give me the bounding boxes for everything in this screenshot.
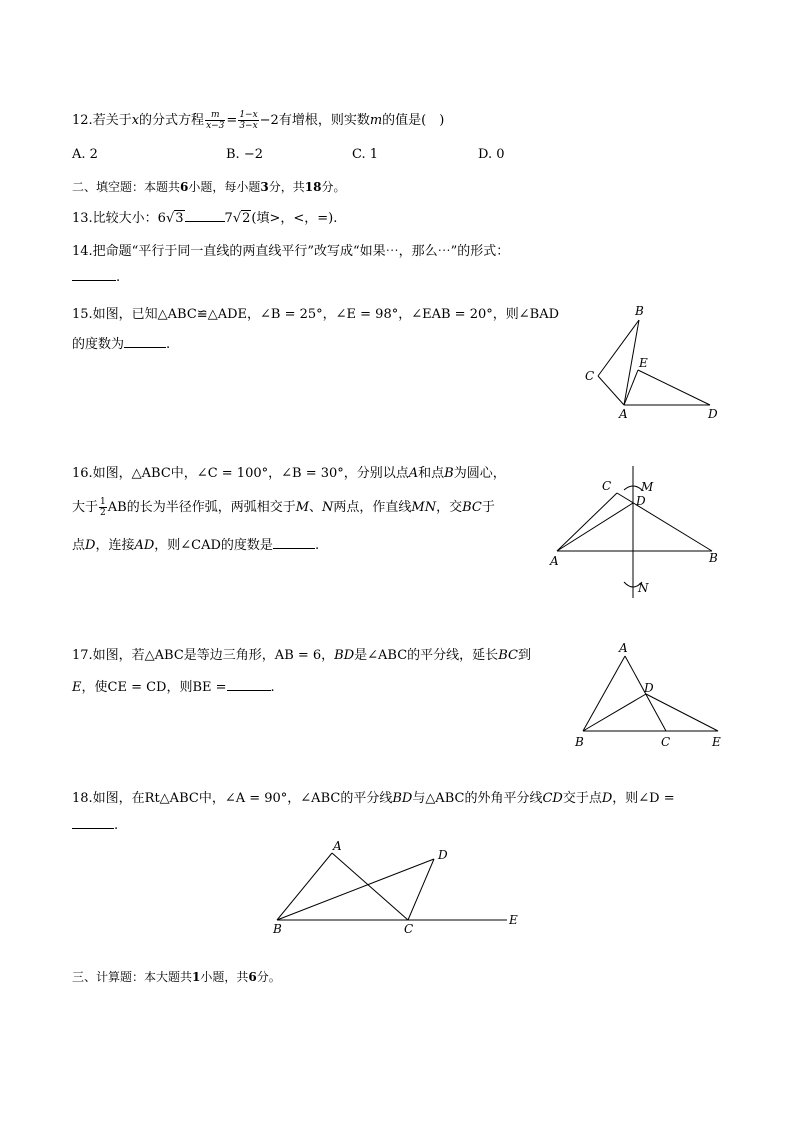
frac-num: 1−x xyxy=(239,110,258,120)
period: . xyxy=(314,538,320,553)
fraction-half xyxy=(99,497,107,518)
question-16-line3 xyxy=(72,534,319,553)
label-c: C xyxy=(602,479,612,493)
question-number: 12. xyxy=(72,113,93,128)
question-12 xyxy=(72,109,444,131)
q17-text: 是∠ABC的平分线，延长 xyxy=(354,648,499,663)
q17-text: 17.如图，若△ABC是等边三角形，AB = 6， xyxy=(72,648,335,663)
figure-15 xyxy=(575,300,735,425)
label-b: B xyxy=(709,551,718,565)
label-a: A xyxy=(619,641,628,655)
equals: = xyxy=(226,113,238,128)
label-a: A xyxy=(550,554,559,568)
option-b: B. −2 xyxy=(226,147,263,162)
var-n: N xyxy=(322,500,334,515)
var-bc: BC xyxy=(462,500,482,515)
answer-blank xyxy=(124,347,166,348)
label-b: B xyxy=(635,304,644,318)
section-2-header xyxy=(72,178,345,195)
section-total: 18 xyxy=(304,180,322,194)
option-a: A. 2 xyxy=(72,147,98,162)
label-m: M xyxy=(641,480,654,494)
section-score: 3 xyxy=(260,180,269,194)
var-x: x xyxy=(131,113,140,128)
label-c: C xyxy=(661,735,671,749)
q13-text: 13.比较大小：6 xyxy=(72,211,166,226)
frac-den: 2 xyxy=(100,508,106,518)
label-n: N xyxy=(638,581,649,595)
q15-text: 的度数为 xyxy=(72,337,125,352)
var-d: D xyxy=(601,791,613,806)
label-b: B xyxy=(575,735,584,749)
frac-den: x−3 xyxy=(206,121,225,131)
q14-text: 14.把命题“平行于同一直线的两直线平行”改写成“如果⋯，那么⋯”的形式： xyxy=(72,244,510,259)
label-d: D xyxy=(644,681,654,695)
section-text: 分，共 xyxy=(268,180,305,194)
section-text: 三、计算题：本大题共 xyxy=(72,970,193,984)
q16-text: 16.如图，△ABC中，∠C = 100°，∠B = 30°，分别以点 xyxy=(72,466,409,481)
label-c: C xyxy=(404,922,414,936)
question-15 xyxy=(72,303,559,322)
q16-text: 为圆心， xyxy=(453,466,506,481)
label-a: A xyxy=(333,839,342,853)
answer-blank xyxy=(72,280,116,281)
q16-text: AB的长为半径作弧，两弧相交于 xyxy=(107,500,296,515)
q16-text: 于 xyxy=(481,500,495,515)
var-bc: BC xyxy=(498,648,518,663)
var-bd: BD xyxy=(392,791,413,806)
var-cd: CD xyxy=(542,791,563,806)
question-15-line2 xyxy=(72,333,170,352)
q13-text: (填>，<，=). xyxy=(251,211,338,226)
question-14 xyxy=(72,240,509,259)
frac-num: m xyxy=(205,110,225,121)
q17-text: ，使CE = CD，则BE = xyxy=(81,680,227,695)
question-17-line2 xyxy=(72,676,275,695)
figure-17 xyxy=(570,638,730,753)
figure-18 xyxy=(265,835,535,940)
label-c: C xyxy=(585,369,595,383)
q12-text: 的值是( ) xyxy=(382,113,445,128)
label-d: D xyxy=(636,494,646,508)
answer-blank xyxy=(273,548,315,549)
var-bd: BD xyxy=(334,648,355,663)
var-m: m xyxy=(369,113,383,128)
label-d: D xyxy=(708,407,718,421)
radicand: 3 xyxy=(175,211,184,226)
frac-den: 3−x xyxy=(239,121,258,131)
section-text: 分。 xyxy=(321,180,346,194)
section-text: 分。 xyxy=(256,970,281,984)
answer-blank xyxy=(185,221,225,222)
minus-two: −2 xyxy=(259,113,279,128)
section-count: 6 xyxy=(180,180,189,194)
q16-text: ，连接 xyxy=(95,538,135,553)
label-d: D xyxy=(438,848,448,862)
q18-text: ，则∠D = xyxy=(612,791,675,806)
period: . xyxy=(270,680,275,695)
label-e: E xyxy=(712,735,721,749)
question-16-line2 xyxy=(72,496,495,518)
label-e: E xyxy=(509,913,518,927)
var-m: M xyxy=(295,500,310,515)
question-17 xyxy=(72,644,531,663)
period: . xyxy=(114,818,119,833)
q18-text: 与△ABC的外角平分线 xyxy=(412,791,543,806)
var-mn: MN xyxy=(411,500,437,515)
frac-num: 1 xyxy=(100,497,106,507)
answer-blank xyxy=(72,828,114,829)
sqrt-2: √2 xyxy=(232,211,251,226)
q12-text: 若关于 xyxy=(92,113,132,128)
section-text: 小题，共 xyxy=(200,970,249,984)
q15-text: 15.如图，已知△ABC≌△ADE，∠B = 25°，∠E = 98°，∠EAB = 20°，则∠BAD xyxy=(72,307,559,322)
q16-text: 点 xyxy=(72,538,86,553)
var-e: E xyxy=(72,680,82,695)
q17-text: 到 xyxy=(517,648,531,663)
label-e: E xyxy=(639,356,648,370)
q16-text: ，则∠CAD的度数是 xyxy=(154,538,273,553)
fraction-2 xyxy=(238,110,258,131)
q12-text: 有增根，则实数 xyxy=(278,113,370,128)
option-d: D. 0 xyxy=(478,147,505,162)
question-16 xyxy=(72,462,506,481)
section-3-header xyxy=(72,968,281,985)
var-d: D xyxy=(85,538,96,553)
answer-blank xyxy=(227,690,271,691)
var-ad: AD xyxy=(134,538,155,553)
option-c: C. 1 xyxy=(352,147,379,162)
q16-text: ，交 xyxy=(436,500,463,515)
question-18-line2 xyxy=(72,818,118,833)
sqrt-1: √3 xyxy=(165,211,184,226)
label-a: A xyxy=(619,407,628,421)
q12-text: 的分式方程 xyxy=(139,113,205,128)
q18-text: 18.如图，在Rt△ABC中，∠A = 90°，∠ABC的平分线 xyxy=(72,791,393,806)
period: . xyxy=(166,337,171,352)
question-13 xyxy=(72,207,337,226)
section-count: 1 xyxy=(192,970,201,984)
q18-text: 交于点 xyxy=(562,791,602,806)
label-b: B xyxy=(273,922,282,936)
q16-text: 和点 xyxy=(418,466,445,481)
question-18 xyxy=(72,787,675,806)
section-text: 小题，每小题 xyxy=(188,180,261,194)
fraction-1 xyxy=(205,110,225,131)
question-14-blank xyxy=(72,270,120,285)
var-a: A xyxy=(408,466,419,481)
q16-text: 两点，作直线 xyxy=(333,500,412,515)
radicand: 2 xyxy=(242,211,251,226)
period: . xyxy=(116,270,121,285)
section-score: 6 xyxy=(248,970,257,984)
q13-text: 7 xyxy=(224,211,233,226)
section-text: 二、填空题：本题共 xyxy=(72,180,181,194)
figure-16 xyxy=(540,458,730,603)
var-b: B xyxy=(444,466,454,481)
separator: 、 xyxy=(309,500,323,515)
q16-text: 大于 xyxy=(72,500,99,515)
